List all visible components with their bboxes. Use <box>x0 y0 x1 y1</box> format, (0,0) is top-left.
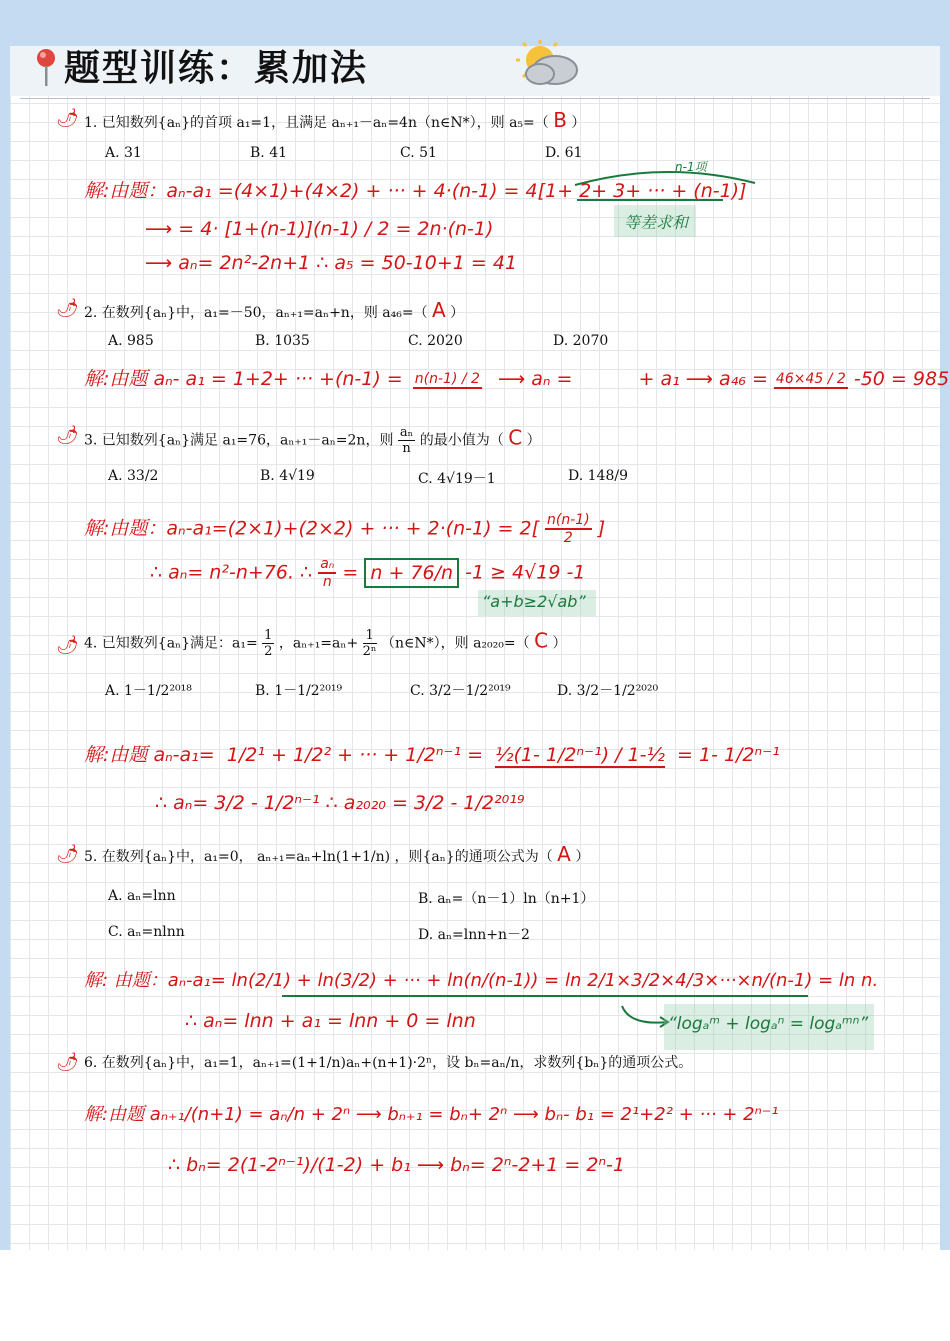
note: “a+b≥2√ab” <box>482 592 586 611</box>
chili-icon: 🌶 <box>56 425 79 446</box>
question-5 <box>84 842 589 866</box>
fraction-bottom: n <box>402 441 411 456</box>
solution-part: 解:由题 aₙ- a₁ = 1+2+ ··· +(n-1) = <box>84 368 403 390</box>
solution-part: ½(1- 1/2ⁿ⁻¹) / 1-½ <box>495 744 665 766</box>
option: B. 1－1/2²⁰¹⁹ <box>255 683 343 699</box>
option: A. aₙ=lnn <box>108 888 176 904</box>
question-close: ） <box>526 432 541 449</box>
question-stem: 2. 在数列{aₙ}中，a₁=－50，aₙ₊₁=aₙ+n，则 a₄₆=（ <box>84 305 428 321</box>
solution-part: + a₁ ⟶ a₄₆ = <box>638 368 768 390</box>
underline-mark <box>575 196 725 204</box>
option: C. 51 <box>400 145 437 161</box>
fraction: aₙ <box>320 556 335 572</box>
fraction: 46×45 / 2 <box>775 370 846 387</box>
option: C. 4√19－1 <box>418 471 496 487</box>
solution-line: ∴ aₙ= 3/2 - 1/2ⁿ⁻¹ ∴ a₂₀₂₀ = 3/2 - 1/2²⁰¹⁹ <box>155 792 525 814</box>
fraction: n <box>322 574 332 590</box>
question-close: ） <box>552 635 567 652</box>
chili-icon: 🌶 <box>56 1052 79 1073</box>
solution-part: 解:由题：aₙ-a₁=(2×1)+(2×2) + ··· + 2·(n-1) = 2[ <box>84 517 539 540</box>
question-close: ） <box>571 115 586 131</box>
solution-part: = <box>342 561 359 584</box>
answer-mark: C <box>534 628 549 653</box>
fraction: 2 <box>563 530 573 546</box>
solution-part: 解:由题 aₙ-a₁= <box>84 744 215 766</box>
question-stem: 3. 已知数列{aₙ}满足 a₁=76，aₙ₊₁－aₙ=2n，则 <box>84 432 394 449</box>
pin-icon <box>32 46 60 92</box>
question-6 <box>84 1052 692 1072</box>
solution-line <box>84 740 780 767</box>
solution-line: ∴ bₙ= 2(1-2ⁿ⁻¹)/(1-2) + b₁ ⟶ bₙ= 2ⁿ-2+1 = 2ⁿ-1 <box>168 1154 625 1176</box>
option: C. 3/2－1/2²⁰¹⁹ <box>410 683 511 699</box>
question-stem: 6. 在数列{aₙ}中，a₁=1，aₙ₊₁=(1+1/n)aₙ+(n+1)·2ⁿ，设 bₙ=aₙ/n，求数列{bₙ}的通项公式。 <box>84 1055 693 1071</box>
fraction: n(n-1) / 2 <box>414 370 480 387</box>
note: “logₐᵐ + logₐⁿ = logₐᵐⁿ” <box>668 1014 869 1034</box>
option: D. aₙ=lnn+n－2 <box>418 927 530 943</box>
question-3 <box>84 425 541 456</box>
answer-mark: A <box>432 298 446 322</box>
option: A. 985 <box>108 333 154 349</box>
fraction: n(n-1) <box>547 512 590 528</box>
question-stem-end: ，则{aₙ}的通项公式为（ <box>394 849 553 865</box>
option: B. 4√19 <box>260 468 315 484</box>
question-stem-mid: ，aₙ₊₁=aₙ+ <box>278 635 359 652</box>
solution-line <box>84 512 605 546</box>
page-title: 题型训练：累加法 <box>64 48 369 89</box>
option: D. 61 <box>545 145 583 161</box>
solution-part: ⟶ aₙ = <box>497 368 573 390</box>
question-stem-mid: aₙ₊₁=aₙ+ln(1+1/n) <box>257 849 391 865</box>
answer-mark: B <box>553 108 567 132</box>
solution-line: ∴ aₙ= lnn + a₁ = lnn + 0 = lnn <box>185 1010 476 1032</box>
question-1 <box>84 108 585 132</box>
option: B. 1035 <box>255 333 310 349</box>
question-2 <box>84 298 464 322</box>
note: n-1项 <box>675 160 707 174</box>
solution-part: 1/2¹ + 1/2² + ··· + 1/2ⁿ⁻¹ = <box>226 744 484 766</box>
question-close: ） <box>575 849 590 865</box>
option: A. 31 <box>105 145 142 161</box>
question-stem: 1. 已知数列{aₙ}的首项 a₁=1，且满足 aₙ₊₁－aₙ=4n（n∈N*），则 a₅=（ <box>84 115 549 131</box>
note: 等差求和 <box>624 213 689 232</box>
option: B. aₙ=（n－1）ln（n+1） <box>418 891 595 907</box>
fraction-bottom: 2 <box>264 644 273 659</box>
option: B. 41 <box>250 145 288 161</box>
solution-line <box>84 364 949 391</box>
solution-line: 解: 由题：aₙ-a₁= ln(2/1) + ln(3/2) + ··· + ln(n/(n-1)) = ln 2/1×3/2×4/3×···×n/(n-1) = ln n. <box>84 970 879 991</box>
question-close: ） <box>450 305 465 321</box>
question-stem: 5. 在数列{aₙ}中，a₁=0， <box>84 849 253 865</box>
solution-part: ] <box>597 517 606 540</box>
arrow-mark <box>620 1002 670 1030</box>
solution-part: -50 = 985 <box>853 368 950 390</box>
solution-line: ⟶ aₙ= 2n²-2n+1 ∴ a₅ = 50-10+1 = 41 <box>145 252 518 274</box>
underline-mark <box>280 992 810 1000</box>
option: D. 148/9 <box>568 468 628 484</box>
solution-line: ⟶ = 4· [1+(n-1)](n-1) / 2 = 2n·(n-1) <box>145 218 494 240</box>
solution-part: ∴ aₙ= n²-n+76. ∴ <box>150 561 313 584</box>
fraction-top: aₙ <box>399 425 414 440</box>
chili-icon: 🌶 <box>56 108 79 129</box>
option: A. 33/2 <box>108 468 159 484</box>
option: D. 3/2－1/2²⁰²⁰ <box>557 683 659 699</box>
solution-line: 解:由题 aₙ₊₁/(n+1) = aₙ/n + 2ⁿ ⟶ bₙ₊₁ = bₙ+ 2ⁿ ⟶ bₙ- b₁ = 2¹+2² + ··· + 2ⁿ⁻¹ <box>84 1104 779 1125</box>
sun-cloud-icon <box>500 40 590 90</box>
question-stem: 4. 已知数列{aₙ}满足：a₁= <box>84 635 258 652</box>
fraction-top: 1 <box>363 628 377 644</box>
question-stem-end: 的最小值为（ <box>419 432 504 449</box>
solution-part: -1 ≥ 4√19 -1 <box>465 561 586 584</box>
solution-line <box>150 556 585 590</box>
solution-line: 解:由题：aₙ-a₁ =(4×1)+(4×2) + ··· + 4·(n-1) = 4[1+ 2+ 3+ ··· + (n-1)] <box>84 180 747 202</box>
question-stem-end: （n∈N*），则 a₂₀₂₀=（ <box>381 635 530 652</box>
chili-icon: 🌶 <box>56 298 79 319</box>
answer-mark: C <box>508 425 523 450</box>
chili-icon: 🌶 <box>56 635 79 656</box>
question-4 <box>84 628 566 659</box>
fraction-top: 1 <box>264 628 273 643</box>
option: A. 1－1/2²⁰¹⁸ <box>105 683 192 699</box>
boxed-term: n + 76/n <box>364 558 459 588</box>
option: C. 2020 <box>408 333 463 349</box>
option: D. 2070 <box>553 333 609 349</box>
fraction-bottom: 2ⁿ <box>362 644 377 659</box>
answer-mark: A <box>557 842 571 866</box>
solution-part: = 1- 1/2ⁿ⁻¹ <box>677 744 780 766</box>
chili-icon: 🌶 <box>56 844 79 865</box>
option: C. aₙ=nlnn <box>108 924 185 940</box>
